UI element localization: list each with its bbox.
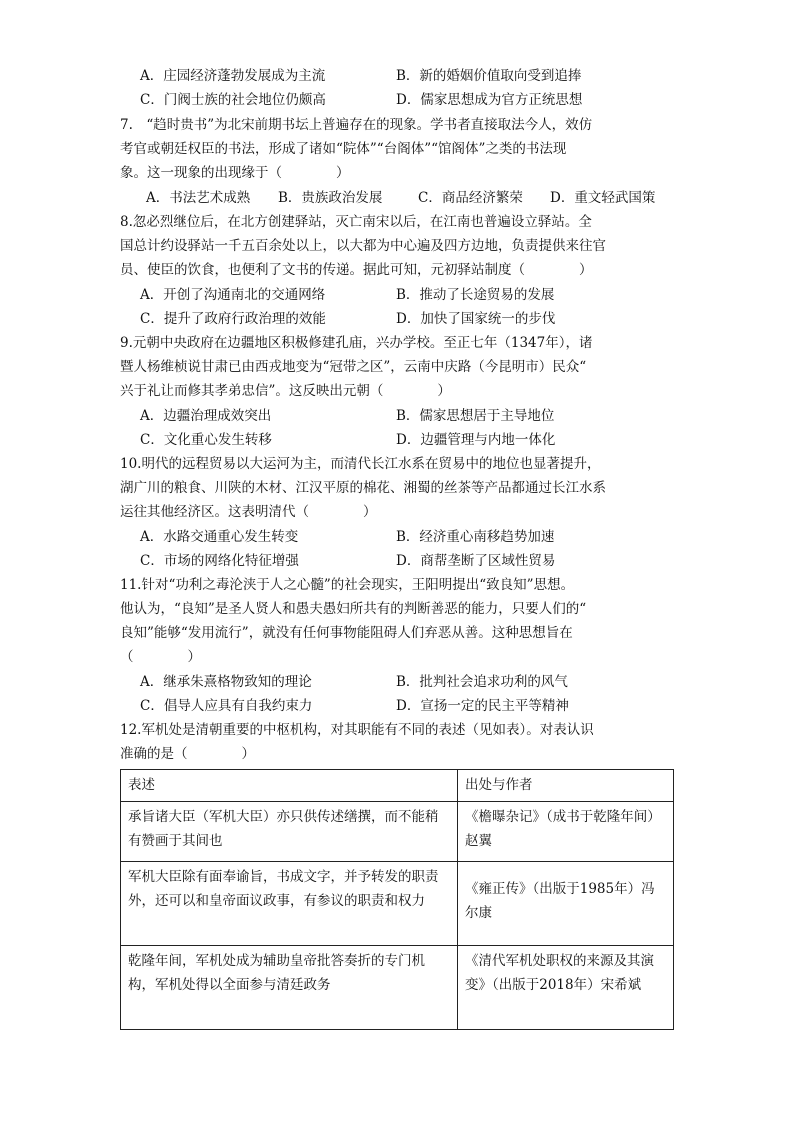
table-cell-source: 《雍正传》（出版于1985年）冯尔康 (458, 862, 674, 946)
table-row (121, 946, 674, 1030)
option-d: D．儒家思想成为官方正统思想 (396, 92, 583, 108)
q9-option-b: B．儒家思想居于主导地位 (396, 408, 555, 424)
q9-option-c: C．文化重心发生转移 (140, 432, 272, 448)
q7-option-d: D．重文轻武国策 (550, 190, 656, 206)
question-12-line-2: 准确的是（ ） (120, 746, 255, 762)
question-8-line-3: 员、使臣的饮食，也便利了文书的传递。据此可知，元初驿站制度（ ） (120, 262, 593, 278)
question-8-line-1: 8.忽必烈继位后，在北方创建驿站，灭亡南宋以后，在江南也普遍设立驿站。全 (120, 214, 592, 230)
question-7-line-2: 考官或朝廷权臣的书法，形成了诸如“院体”“台阁体”“馆阁体”之类的书法现 (120, 141, 567, 157)
question-9-line-1: 9.元朝中央政府在边疆地区积极修建孔庙，兴办学校。至正七年（1347年），诸 (120, 335, 593, 351)
q11-option-d: D．宣扬一定的民主平等精神 (396, 698, 569, 714)
question-10-line-3: 运往其他经济区。这表明清代（ ） (120, 504, 377, 520)
q11-option-b: B．批判社会追求功利的风气 (396, 674, 568, 690)
question-10-line-1: 10.明代的远程贸易以大运河为主，而清代长江水系在贸易中的地位也显著提升， (120, 456, 601, 472)
table-cell-source: 《清代军机处职权的来源及其演变》（出版于2018年）宋希斌 (458, 946, 674, 1030)
table-cell-source: 《檐曝杂记》（成书于乾隆年间）赵翼 (458, 802, 674, 862)
q7-option-c: C．商品经济繁荣 (418, 190, 523, 206)
question-12-line-1: 12.军机处是清朝重要的中枢机构，对其职能有不同的表述（见如表）。对表认识 (120, 722, 594, 738)
option-b: B．新的婚姻价值取向受到追捧 (396, 68, 582, 84)
junjichu-table (120, 769, 674, 1030)
table-header-row (121, 770, 674, 802)
table-cell-statement: 乾隆年间，军机处成为辅助皇帝批答奏折的专门机构，军机处得以全面参与清廷政务 (121, 946, 458, 1030)
q11-option-c: C．倡导人应具有自我约束力 (140, 698, 313, 714)
q8-option-c: C．提升了政府行政治理的效能 (140, 311, 326, 327)
table-cell-statement: 军机大臣除有面奉谕旨，书成文字，并予转发的职责外，还可以和皇帝面议政事，有参议的职责和权力 (121, 862, 458, 946)
question-11-line-4: （ ） (120, 649, 201, 665)
q8-option-a: A．开创了沟通南北的交通网络 (140, 287, 326, 303)
question-11-line-3: 良知”能够“发用流行”，就没有任何事物能阻碍人们弃恶从善。这种思想旨在 (120, 625, 573, 641)
q7-option-b: B．贵族政治发展 (278, 190, 383, 206)
option-a: A．庄园经济蓬勃发展成为主流 (140, 68, 326, 84)
question-11-line-1: 11.针对“功利之毒沦浃于人之心髓”的社会现实，王阳明提出“致良知”思想。 (120, 577, 575, 593)
table-row (121, 862, 674, 946)
question-8-line-2: 国总计约设驿站一千五百余处以上，以大都为中心遍及四方边地，负责提供来往官 (120, 238, 606, 254)
q8-option-d: D．加快了国家统一的步伐 (396, 311, 556, 327)
q9-option-a: A．边疆治理成效突出 (140, 408, 272, 424)
q11-option-a: A．继承朱熹格物致知的理论 (140, 674, 312, 690)
q10-option-c: C．市场的网络化特征增强 (140, 553, 299, 569)
table-cell-statement: 承旨诸大臣（军机大臣）亦只供传述缮撰，而不能稍有赞画于其间也 (121, 802, 458, 862)
q9-option-d: D．边疆管理与内地一体化 (396, 432, 556, 448)
question-7-line-1: 7. “趋时贵书”为北宋前期书坛上普遍存在的现象。学书者直接取法今人，效仿 (120, 117, 593, 133)
q10-option-b: B．经济重心南移趋势加速 (396, 529, 555, 545)
question-10-line-2: 湖广川的粮食、川陕的木材、江汉平原的棉花、湘蜀的丝茶等产品都通过长江水系 (120, 480, 606, 496)
question-9-line-3: 兴于礼让而修其孝弟忠信”。这反映出元朝（ ） (120, 383, 451, 399)
question-9-line-2: 暨人杨维桢说甘肃已由西戎地变为“冠带之区”，云南中庆路（今昆明市）民众“ (120, 359, 587, 375)
q7-option-a: A．书法艺术成熟 (146, 190, 251, 206)
table-row (121, 802, 674, 862)
q8-option-b: B．推动了长途贸易的发展 (396, 287, 555, 303)
q10-option-a: A．水路交通重心发生转变 (140, 529, 299, 545)
option-c: C．门阀士族的社会地位仍颇高 (140, 92, 326, 108)
q10-option-d: D．商帮垄断了区域性贸易 (396, 553, 556, 569)
question-7-line-3: 象。这一现象的出现缘于（ ） (120, 165, 350, 181)
table-header-cell: 出处与作者 (458, 770, 674, 802)
table-header-cell: 表述 (121, 770, 458, 802)
question-11-line-2: 他认为，“良知”是圣人贤人和愚夫愚妇所共有的判断善恶的能力，只要人们的“ (120, 601, 587, 617)
